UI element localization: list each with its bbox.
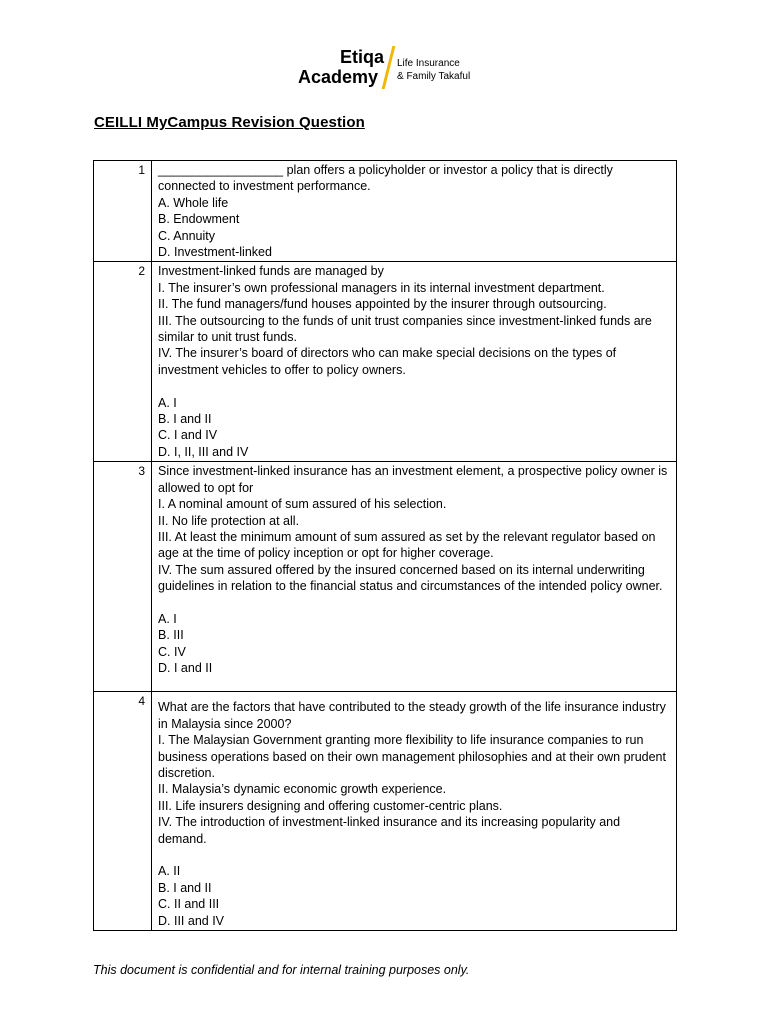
statement: IV. The insurer’s board of directors who can make special decisions on the types of investment vehicles to offer to policy owners. bbox=[158, 346, 617, 377]
question-body bbox=[152, 262, 677, 462]
question-body bbox=[152, 692, 677, 931]
spacer bbox=[158, 378, 672, 394]
question-table bbox=[93, 160, 677, 931]
answer-option: C. IV bbox=[158, 644, 186, 659]
answer-option: D. III and IV bbox=[158, 913, 225, 928]
question-number: 3 bbox=[94, 462, 152, 692]
spacer bbox=[158, 847, 672, 863]
question-body bbox=[152, 462, 677, 692]
document-title: CEILLI MyCampus Revision Question bbox=[94, 114, 365, 131]
answer-option: B. Endowment bbox=[158, 212, 240, 227]
logo-academy-text: Academy bbox=[298, 67, 379, 87]
question-row bbox=[94, 692, 677, 931]
etiqa-academy-logo bbox=[298, 47, 478, 93]
question-body bbox=[152, 161, 677, 262]
logo-subtitle-2: & Family Takaful bbox=[397, 71, 471, 82]
statement: IV. The sum assured offered by the insured concerned based on its internal underwriting guidelines in relation to the financial status and circumstances of the intended policy owner. bbox=[158, 562, 663, 594]
question-stem: Investment-linked funds are managed by bbox=[158, 264, 384, 279]
question-stem: __________________ plan offers a policyholder or investor a policy that is directly connected to investment performance. bbox=[158, 163, 613, 194]
question-number: 2 bbox=[94, 262, 152, 462]
logo-subtitle-1: Life Insurance bbox=[397, 58, 460, 69]
question-stem: Since investment-linked insurance has an investment element, a prospective policy owner is allowed to opt for bbox=[158, 464, 668, 495]
statement: I. A nominal amount of sum assured of his selection. bbox=[158, 497, 447, 512]
statement: I. The Malaysian Government granting more flexibility to life insurance companies to run business operations based on their own management philosophies and at their own prudent discretion. bbox=[158, 733, 666, 780]
question-number: 1 bbox=[94, 161, 152, 262]
statement: I. The insurer’s own professional managers in its internal investment department. bbox=[158, 280, 605, 295]
answer-option: B. I and II bbox=[158, 880, 212, 895]
statement: II. The fund managers/fund houses appointed by the insurer through outsourcing. bbox=[158, 297, 607, 312]
answer-option: C. I and IV bbox=[158, 428, 218, 443]
answer-option: C. Annuity bbox=[158, 228, 215, 243]
statement: II. Malaysia’s dynamic economic growth experience. bbox=[158, 782, 447, 797]
answer-option: B. I and II bbox=[158, 412, 212, 427]
question-row bbox=[94, 161, 677, 262]
question-number: 4 bbox=[94, 692, 152, 931]
answer-option: A. II bbox=[158, 864, 181, 879]
statement: IV. The introduction of investment-linked insurance and its increasing popularity and demand. bbox=[158, 815, 621, 846]
question-row bbox=[94, 462, 677, 692]
question-row bbox=[94, 262, 677, 462]
question-stem: What are the factors that have contributed to the steady growth of the life insurance industry in Malaysia since 2000? bbox=[158, 700, 666, 731]
spacer bbox=[158, 595, 672, 611]
logo-etiqa-text: Etiqa bbox=[340, 47, 385, 67]
answer-option: D. I, II, III and IV bbox=[158, 444, 249, 459]
statement: II. No life protection at all. bbox=[158, 513, 300, 528]
statement: III. Life insurers designing and offering customer-centric plans. bbox=[158, 798, 503, 813]
statement: III. The outsourcing to the funds of unit trust companies since investment-linked funds are similar to unit trust funds. bbox=[158, 313, 652, 345]
answer-option: A. I bbox=[158, 611, 177, 626]
answer-option: C. II and III bbox=[158, 897, 220, 912]
answer-option: D. Investment-linked bbox=[158, 245, 272, 260]
answer-option: A. Whole life bbox=[158, 195, 229, 210]
confidentiality-footer: This document is confidential and for internal training purposes only. bbox=[93, 963, 470, 977]
answer-option: A. I bbox=[158, 395, 177, 410]
statement: III. At least the minimum amount of sum assured as set by the relevant regulator based on age at the time of policy inception or opt for higher coverage. bbox=[158, 529, 656, 561]
answer-option: B. III bbox=[158, 628, 184, 643]
answer-option: D. I and II bbox=[158, 661, 213, 676]
